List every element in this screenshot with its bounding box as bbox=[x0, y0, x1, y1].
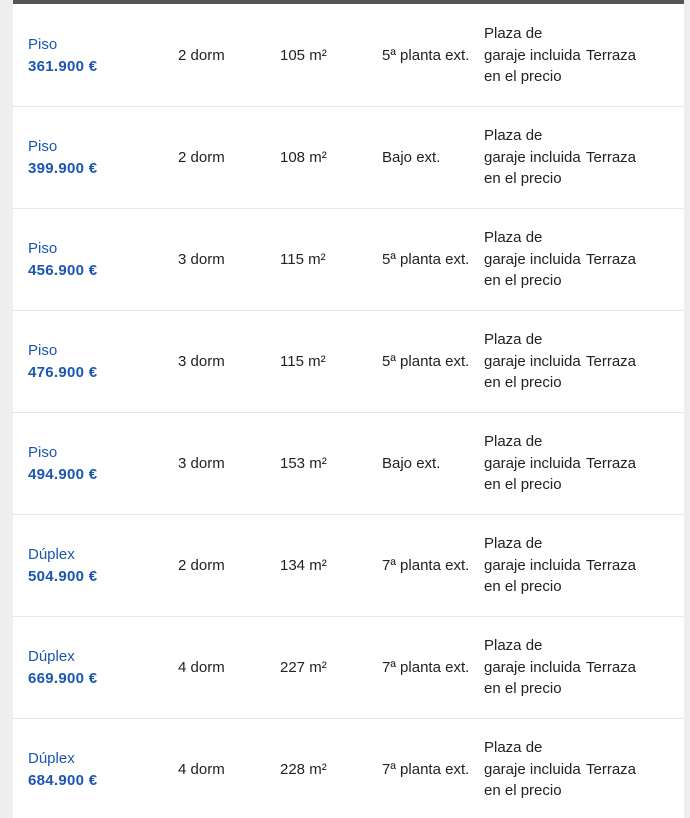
listing-price: 494.900 € bbox=[28, 465, 98, 483]
parking-cell: Plaza de garaje incluida en el precio bbox=[484, 331, 581, 392]
area-cell: 108 m² bbox=[280, 148, 327, 166]
floor-cell: 7ª planta ext. bbox=[382, 658, 470, 676]
bedrooms-cell: 2 dorm bbox=[178, 46, 225, 64]
floor-cell: 5ª planta ext. bbox=[382, 46, 470, 64]
listing-price: 361.900 € bbox=[28, 57, 98, 75]
extra-cell: Terraza bbox=[586, 760, 637, 778]
bedrooms-cell: 2 dorm bbox=[178, 148, 225, 166]
listing-price: 399.900 € bbox=[28, 159, 98, 177]
listing-type-link[interactable]: Dúplex bbox=[28, 750, 75, 767]
extra-cell: Terraza bbox=[586, 148, 637, 166]
parking-cell: Plaza de garaje incluida en el precio bbox=[484, 127, 581, 188]
floor-cell: 7ª planta ext. bbox=[382, 556, 470, 574]
parking-cell: Plaza de garaje incluida en el precio bbox=[484, 739, 581, 800]
listing-price: 504.900 € bbox=[28, 567, 98, 585]
table-row[interactable] bbox=[13, 515, 684, 617]
table-row[interactable] bbox=[13, 5, 684, 107]
listing-type-link[interactable]: Piso bbox=[28, 342, 58, 359]
listing-price: 684.900 € bbox=[28, 771, 98, 789]
table-row[interactable] bbox=[13, 719, 684, 818]
parking-cell: Plaza de garaje incluida en el precio bbox=[484, 229, 581, 290]
parking-cell: Plaza de garaje incluida en el precio bbox=[484, 535, 581, 596]
listing-price: 456.900 € bbox=[28, 261, 98, 279]
bedrooms-cell: 3 dorm bbox=[178, 250, 225, 268]
extra-cell: Terraza bbox=[586, 46, 637, 64]
table-row[interactable] bbox=[13, 413, 684, 515]
floor-cell: Bajo ext. bbox=[382, 148, 441, 166]
area-cell: 134 m² bbox=[280, 556, 327, 574]
area-cell: 153 m² bbox=[280, 454, 327, 472]
listing-type-link[interactable]: Dúplex bbox=[28, 546, 75, 563]
listing-type-link[interactable]: Piso bbox=[28, 138, 58, 155]
parking-cell: Plaza de garaje incluida en el precio bbox=[484, 433, 581, 494]
table-row[interactable] bbox=[13, 617, 684, 719]
table-row[interactable] bbox=[13, 209, 684, 311]
bedrooms-cell: 2 dorm bbox=[178, 556, 225, 574]
type-cell bbox=[28, 719, 168, 818]
listing-price: 669.900 € bbox=[28, 669, 98, 687]
floor-cell: 7ª planta ext. bbox=[382, 760, 470, 778]
extra-cell: Terraza bbox=[586, 250, 637, 268]
floor-cell: Bajo ext. bbox=[382, 454, 441, 472]
listing-type-link[interactable]: Piso bbox=[28, 240, 58, 257]
type-cell bbox=[28, 107, 168, 208]
type-cell bbox=[28, 209, 168, 310]
extra-cell: Terraza bbox=[586, 454, 637, 472]
type-cell bbox=[28, 413, 168, 514]
area-cell: 228 m² bbox=[280, 760, 327, 778]
type-cell bbox=[28, 311, 168, 412]
floor-cell: 5ª planta ext. bbox=[382, 352, 470, 370]
listings-table bbox=[13, 0, 684, 818]
table-row[interactable] bbox=[13, 311, 684, 413]
extra-cell: Terraza bbox=[586, 352, 637, 370]
bedrooms-cell: 4 dorm bbox=[178, 658, 225, 676]
table-row[interactable] bbox=[13, 107, 684, 209]
area-cell: 105 m² bbox=[280, 46, 327, 64]
bedrooms-cell: 3 dorm bbox=[178, 454, 225, 472]
area-cell: 115 m² bbox=[280, 250, 326, 268]
listing-type-link[interactable]: Piso bbox=[28, 444, 58, 461]
bedrooms-cell: 4 dorm bbox=[178, 760, 225, 778]
type-cell bbox=[28, 5, 168, 106]
parking-cell: Plaza de garaje incluida en el precio bbox=[484, 637, 581, 698]
type-cell bbox=[28, 515, 168, 616]
listing-price: 476.900 € bbox=[28, 363, 98, 381]
type-cell bbox=[28, 617, 168, 718]
area-cell: 227 m² bbox=[280, 658, 327, 676]
bedrooms-cell: 3 dorm bbox=[178, 352, 225, 370]
area-cell: 115 m² bbox=[280, 352, 326, 370]
floor-cell: 5ª planta ext. bbox=[382, 250, 470, 268]
extra-cell: Terraza bbox=[586, 556, 637, 574]
parking-cell: Plaza de garaje incluida en el precio bbox=[484, 25, 581, 86]
extra-cell: Terraza bbox=[586, 658, 637, 676]
listing-type-link[interactable]: Dúplex bbox=[28, 648, 75, 665]
listing-type-link[interactable]: Piso bbox=[28, 36, 58, 53]
